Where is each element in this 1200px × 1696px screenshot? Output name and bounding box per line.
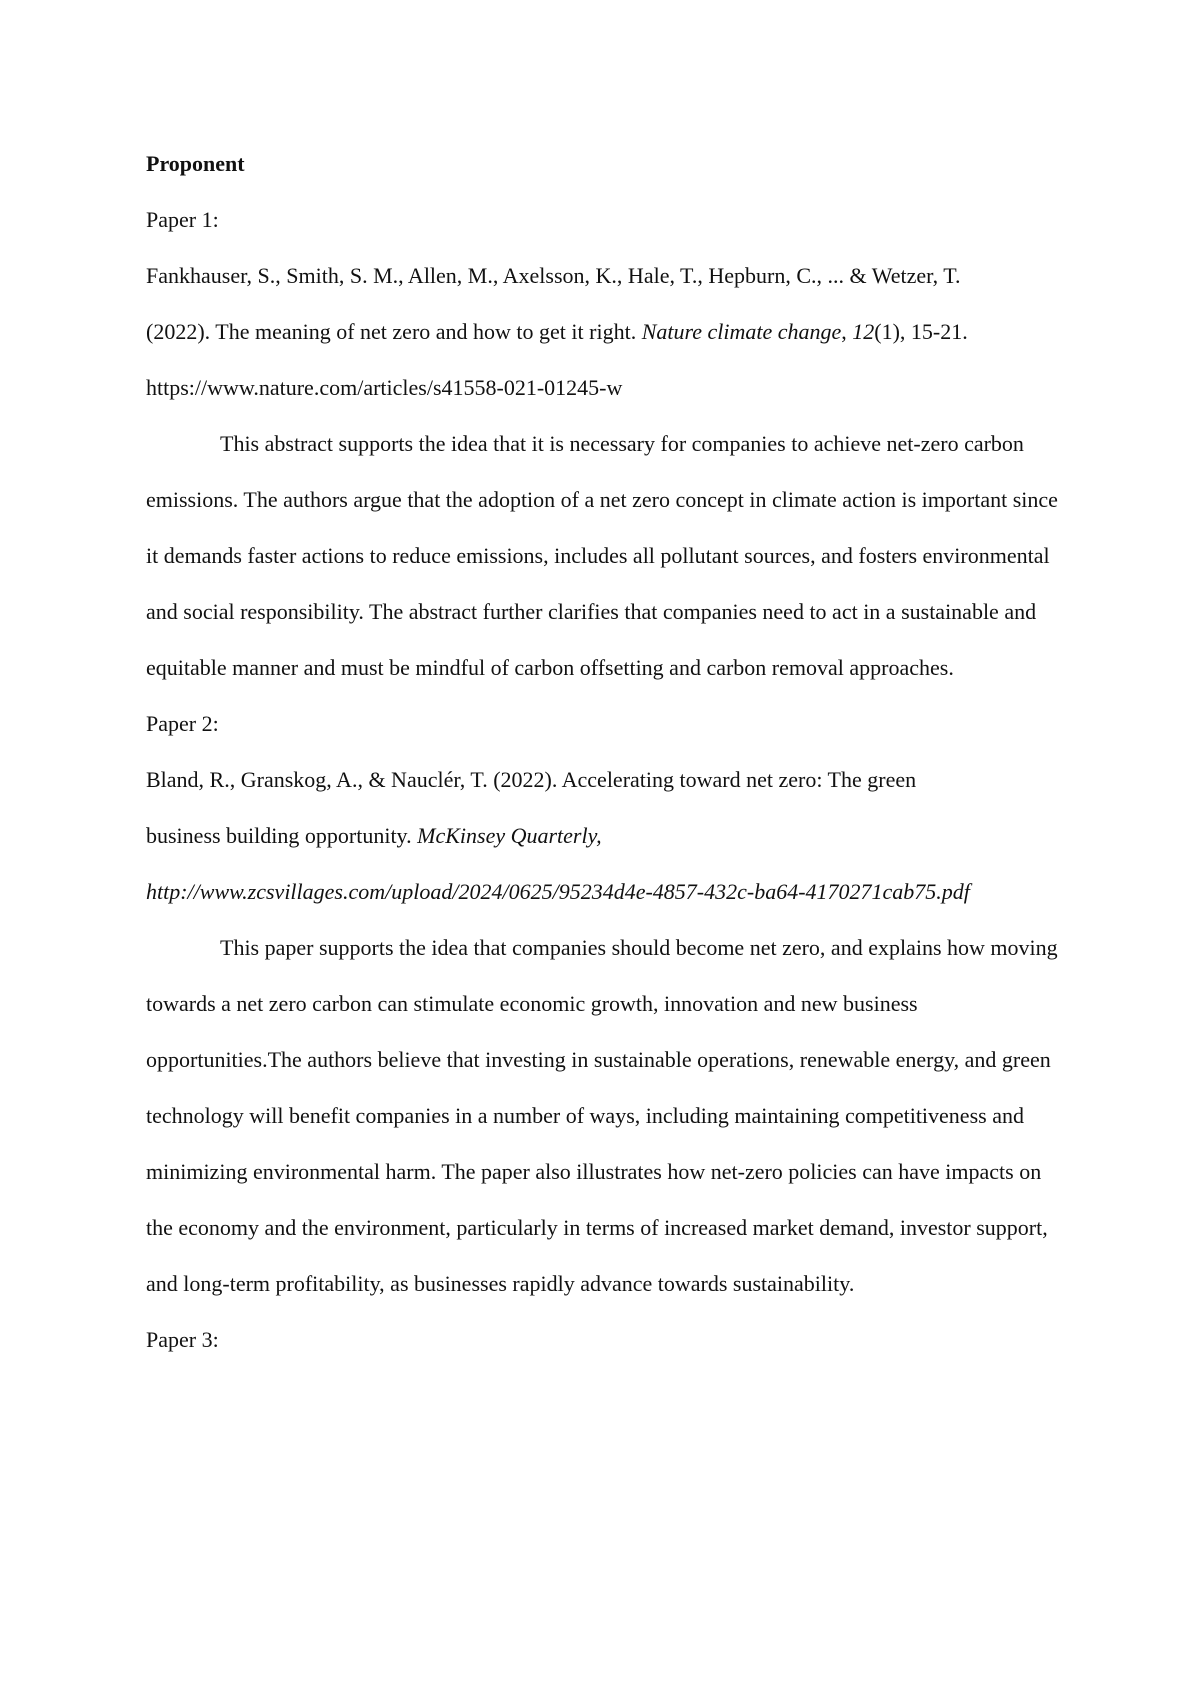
paper-1-issue-pages: (1), 15-21.: [874, 319, 968, 344]
paper-1-url: https://www.nature.com/articles/s41558-021-01245-w: [146, 375, 623, 400]
paper-3-label: Paper 3:: [146, 1327, 219, 1352]
paper-1-volume: 12: [852, 319, 875, 344]
paper-1-citation: [146, 248, 1066, 416]
paper-2-citation-authors: Bland, R., Granskog, A., & Nauclér, T. (2022). Accelerating toward net zero: The green: [146, 767, 917, 792]
paper-2-label: Paper 2:: [146, 711, 219, 736]
paper-1-citation-authors: Fankhauser, S., Smith, S. M., Allen, M., Axelsson, K., Hale, T., Hepburn, C., ... & Wetzer, T.: [146, 263, 961, 288]
paper-1-journal: Nature climate change: [641, 319, 842, 344]
paper-1-label: Paper 1:: [146, 207, 219, 232]
paper-2-citation-title-line: [146, 808, 1066, 864]
paper-1-sep: ,: [841, 319, 853, 344]
section-heading: Proponent: [146, 151, 245, 176]
paper-2-citation-title: business building opportunity.: [146, 823, 418, 848]
paper-2-summary: This paper supports the idea that companies should become net zero, and explains how moving towards a net zero carbon can stimulate economic growth, innovation and new business opportunities.The authors believe that investing in sustainable operations, renewable energy, and green technology will benefit companies in a number of ways, including maintaining competitiveness and minimizing environmental harm. The paper also illustrates how net-zero policies can have impacts on the economy and the environment, particularly in terms of increased market demand, investor support, and long-term profitability, as businesses rapidly advance towards sustainability.: [146, 935, 1058, 1296]
paper-2-url: http://www.zcsvillages.com/upload/2024/0625/95234d4e-4857-432c-ba64-4170271cab75.pdf: [146, 879, 970, 904]
paper-1-citation-title: (2022). The meaning of net zero and how to get it right.: [146, 319, 642, 344]
paper-1-summary: This abstract supports the idea that it is necessary for companies to achieve net-zero carbon emissions. The authors argue that the adoption of a net zero concept in climate action is important since it demands faster actions to reduce emissions, includes all pollutant sources, and fosters environmental and social responsibility. The abstract further clarifies that companies need to act in a sustainable and equitable manner and must be mindful of carbon offsetting and carbon removal approaches.: [146, 431, 1058, 680]
paper-1-citation-title-line: [146, 304, 1066, 360]
document-body: [146, 136, 1066, 1368]
paper-2-citation: [146, 752, 1066, 920]
paper-2-journal: McKinsey Quarterly,: [417, 823, 602, 848]
